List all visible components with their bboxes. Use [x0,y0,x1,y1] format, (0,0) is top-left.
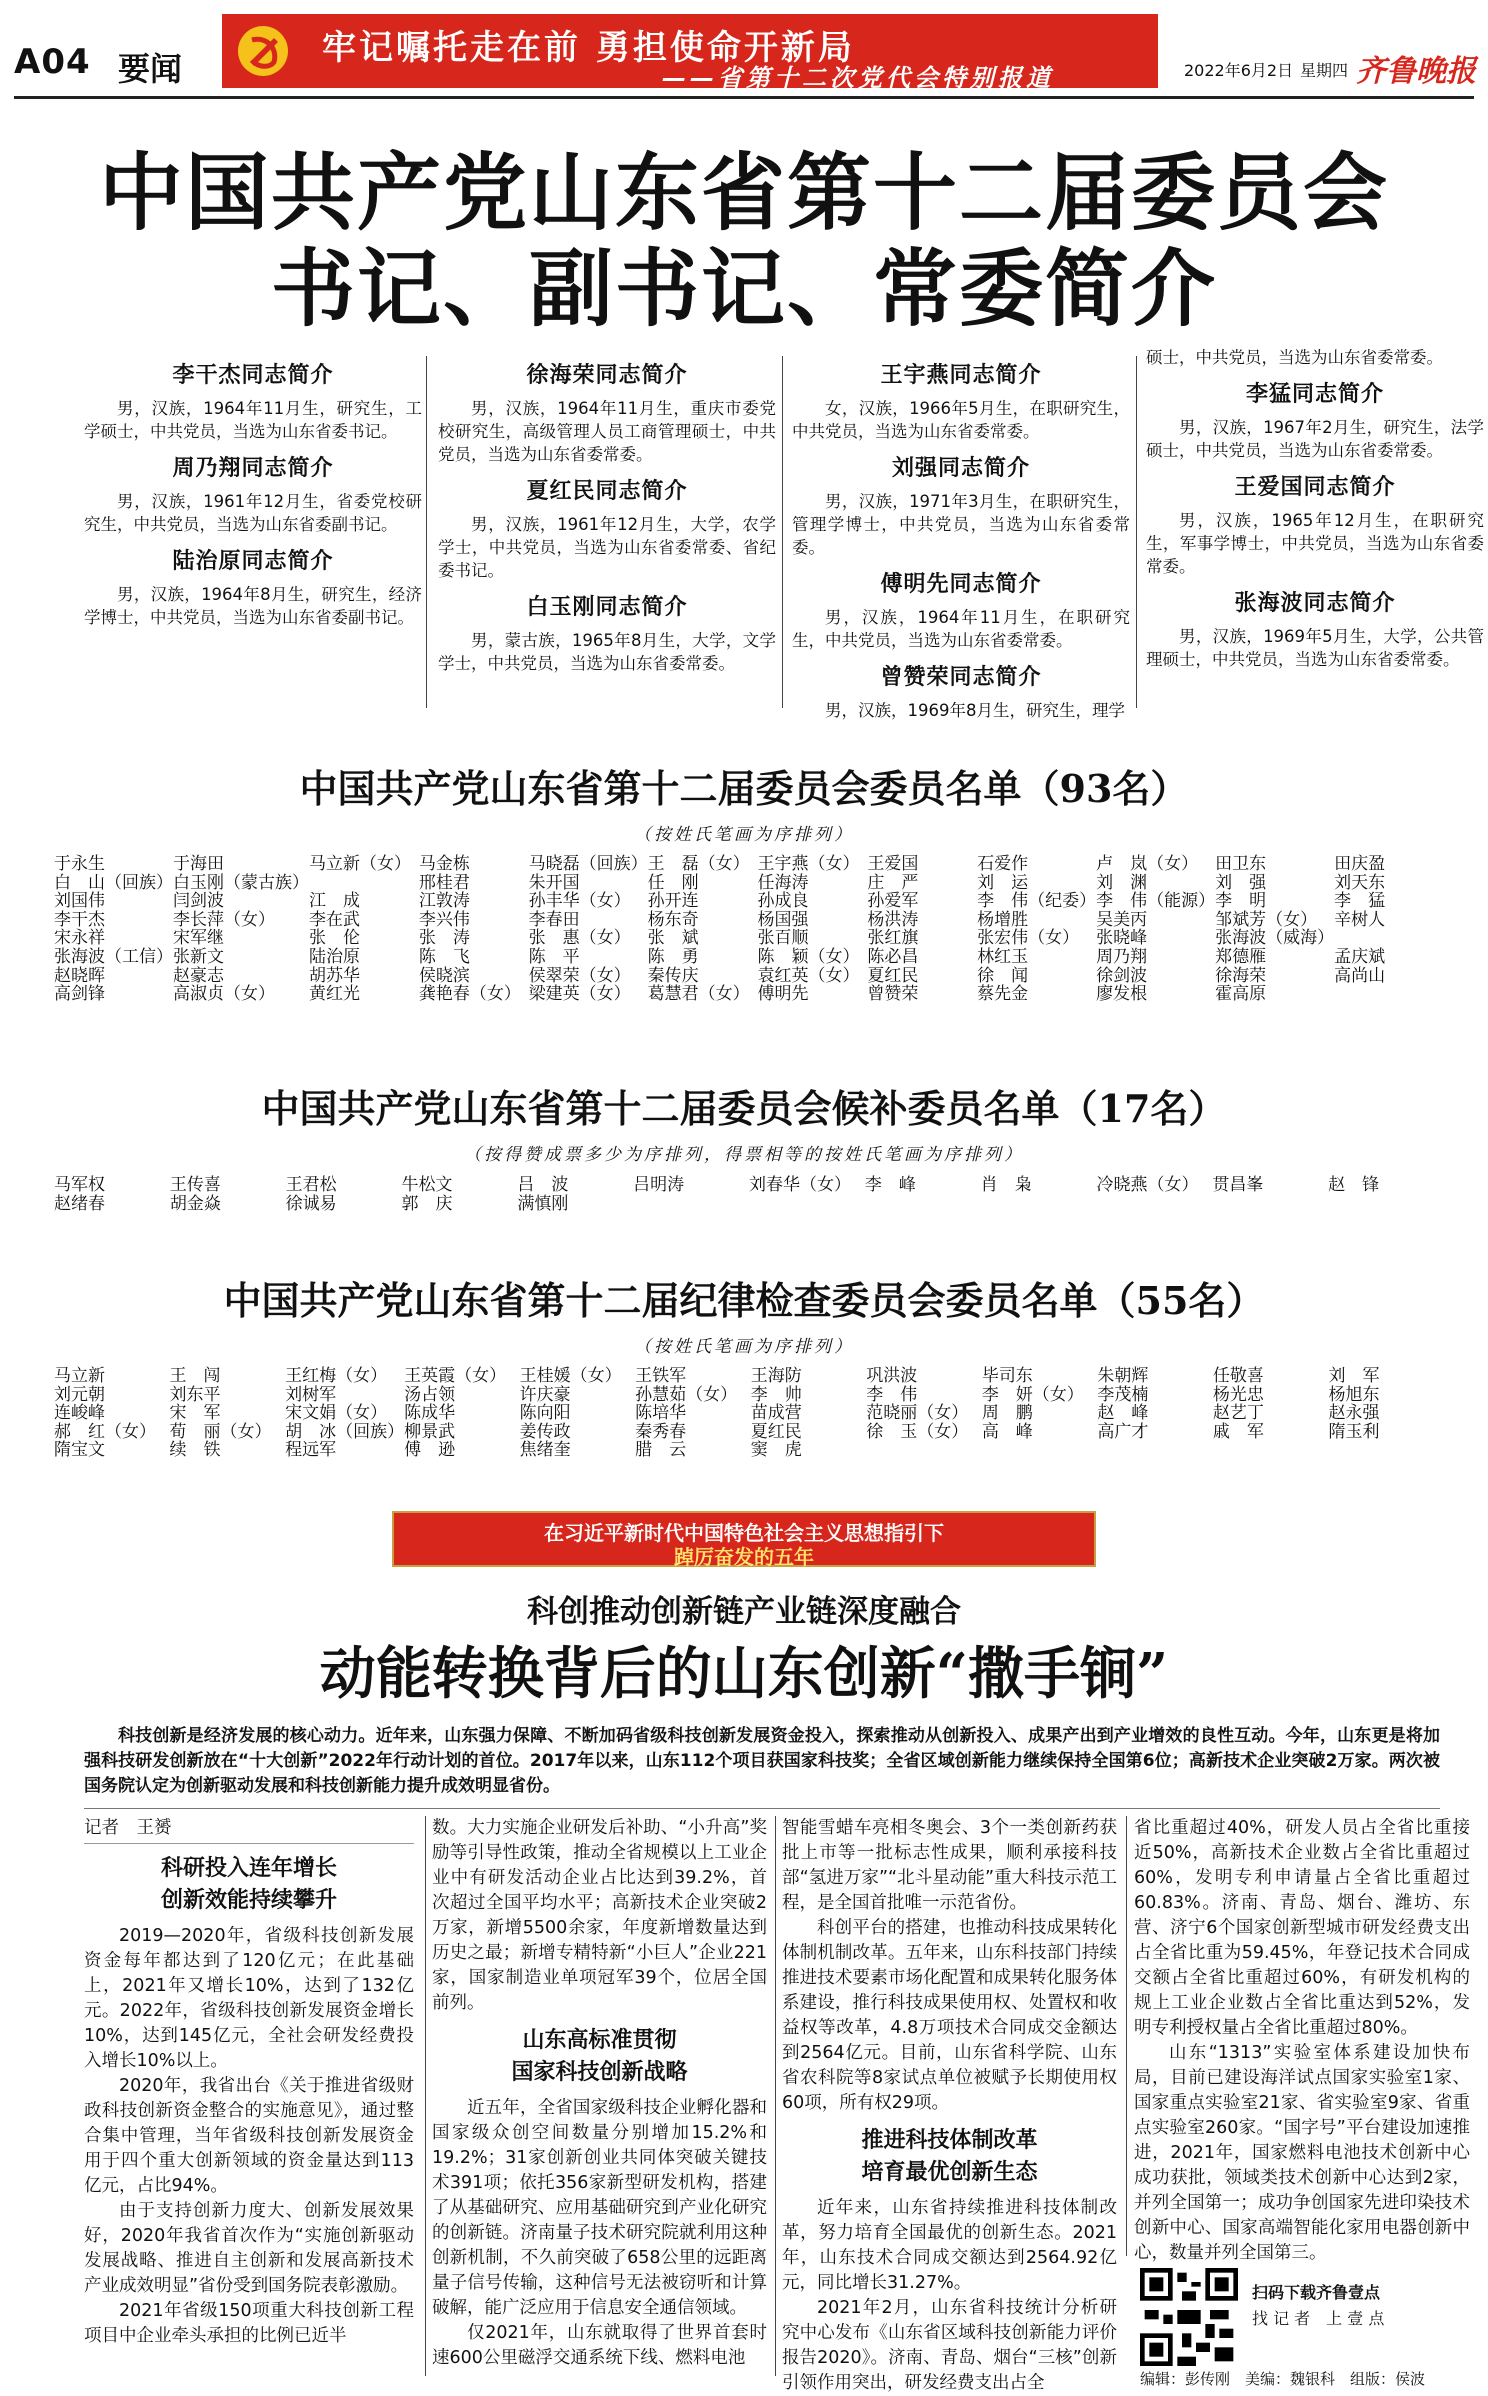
paragraph: 2019—2020年，省级科技创新发展资金每年都达到了120亿元；在此基础上，2021年又增长10%，达到了132亿元。2022年，省级科技创新发展资金增长10%，达到145亿元，全社会研发经费投入增长10%以上。 [84,1926,414,2071]
member-name: 刘 军 [1328,1366,1380,1386]
headline-line2: 书记、副书记、常委简介 [270,239,1217,338]
member-name: 李 明 [1215,891,1267,912]
member-name: 杨旭东 [1328,1384,1380,1405]
article-column-2 [432,1816,767,2371]
member-name: 连峻峰 [54,1403,105,1424]
member-name: 许庆豪 [519,1384,571,1405]
member-name [309,874,419,893]
paragraph: 山东“1313”实验室体系建设加快布局，目前已建设海洋试点国家实验室1家、国家重点实验室21家、省实验室9家、省重点实验室260家。“国字号”平台建设加速推进，2021年，国家燃料电池技术创新中心成功获批，领域类技术创新中心达到2家，并列全国第一；成功争创国家先进印染技术创新中心、国家高端智能化家用电器创新中心，数量并列全国第三。 [1134,2043,1470,2263]
bio-text: 硕士，中共党员，当选为山东省委常委。 [1146,348,1443,367]
member-name: 柳景武 [404,1421,456,1442]
member-name: 赵豪志 [173,965,224,986]
member-name: 刘东平 [169,1384,221,1405]
alternates-note: （按得赞成票多少为序排列，得票相等的按姓氏笔画为序排列） [464,1145,1024,1165]
member-name: 王 闯 [169,1366,221,1386]
paragraph: 近年来，山东省持续推进科技体制改革，努力培育全国最优的创新生态。2021年，山东技术合同成交额达到2564.92亿元，同比增长31.27%。 [782,2198,1117,2293]
paragraph: 智能雪蜡车亮相冬奥会、3个一类创新药获批上市等一批标志性成果，顺利承接科技部“氢进万家”“北斗星动能”重大科技示范工程，是全国首批唯一示范省份。 [782,1818,1117,1913]
member-name: 胡 冰（回族） [285,1421,405,1442]
member-name: 任海涛 [757,872,809,893]
member-name: 秦传庆 [647,965,699,986]
member-name: 巩洪波 [866,1366,918,1386]
paper-logo: 齐鲁晚报 [1356,54,1476,89]
member-name: 周 鹏 [981,1403,1033,1424]
issue-date: 2022年6月2日 [1184,61,1294,80]
column-divider [425,1816,426,2376]
member-name: 吕 波 [517,1175,569,1195]
column-divider [775,1816,776,2376]
member-name: 杨东奇 [647,909,699,930]
member-name: 张 惠（女） [528,928,631,949]
member-name: 侯晓滨 [418,965,470,986]
member-name: 陆治原 [309,946,360,967]
member-name: 陈 颖（女） [757,946,860,967]
member-name: 贯昌峯 [1212,1175,1264,1195]
paragraph: 近五年，全省国家级科技企业孵化器和国家级众创空间数量分别增加15.2%和19.2%；31家创新创业共同体突破关键技术391项；依托356家新型研发机构，搭建了从基础研究、应用基础研究到产业化研究的创新链。济南量子技术研究院就利用这种创新机制，不久前突破了658公里的远距离量子信号传输，这种信号无法被窃听和计算破解，能广泛应用于信息安全通信领域。 [432,2098,767,2318]
member-name: 吕明涛 [633,1175,685,1195]
member-name: 李 伟（能源） [1096,891,1216,912]
qr-code-icon[interactable] [1140,2268,1238,2366]
member-name: 黄红光 [309,984,360,1005]
bio-text: 男，汉族，1964年8月生，研究生，经济学博士，中共党员，当选为山东省委副书记。 [84,585,422,627]
paragraph: 由于支持创新力度大、创新发展效果好，2020年我省首次作为“实施创新驱动发展战略、推进自主创新和发展高新技术产业成效明显”省份受到国务院表彰激励。 [84,2201,414,2296]
article-headline: 动能转换背后的山东创新“撒手锏” [319,1641,1169,1707]
member-name: 辛树人 [1334,909,1386,930]
member-name: 袁红英（女） [757,965,860,986]
member-name: 王铁军 [635,1366,687,1386]
section-heading: 科研投入连年增长 创新效能持续攀升 [160,1855,337,1913]
member-name [1097,1195,1213,1214]
member-name [1212,1195,1328,1214]
bio-heading: 王宇燕同志简介 [880,362,1042,388]
bio-heading: 李干杰同志简介 [172,362,334,388]
page-number: A04 [14,42,91,82]
member-name: 汤占领 [404,1384,456,1405]
bio-text: 男，汉族，1964年11月生，研究生，工学硕士，中共党员，当选为山东省委书记。 [84,399,422,441]
column-divider [782,356,783,708]
member-name: 陈成华 [404,1403,456,1424]
member-name: 江敦涛 [418,891,470,912]
member-name: 赵绪春 [54,1193,105,1214]
member-name [865,1195,981,1214]
member-name: 满慎刚 [517,1193,569,1214]
member-name: 隋玉利 [1328,1421,1380,1442]
member-name: 石爱作 [977,854,1029,874]
bio-text: 男，蒙古族，1965年8月生，大学，文学学士，中共党员，当选为山东省委常委。 [438,631,776,673]
member-name: 刘 运 [977,872,1029,893]
member-name: 傅明先 [757,984,809,1005]
article-lead: 科技创新是经济发展的核心动力。近年来，山东强力保障、不断加码省级科技创新发展资金投入，探索推动从创新投入、成果产出到产业增效的良性互动。今年，山东更是将加强科技研发创新放在“十大创新”2022年行动计划的首位。2017年以来，山东112个项目获国家科技奖；全省区域创新能力继续保持全国第6位；高新技术企业突破2万家。两次被国务院认定为创新驱动发展和科技创新能力提升成效明显省份。 [84,1726,1440,1796]
member-name: 李 峰 [864,1175,916,1195]
member-name: 苗成营 [750,1403,802,1424]
article-subhead: 科创推动创新链产业链深度融合 [527,1594,961,1630]
member-name: 王君松 [285,1175,337,1195]
member-name: 徐诚易 [285,1193,337,1214]
member-name: 刘元朝 [54,1384,105,1405]
member-name: 江 成 [309,891,360,912]
paragraph: 2021年省级150项重大科技创新工程项目中企业牵头承担的比例已近半 [84,2301,414,2346]
member-name: 朱朝辉 [1097,1366,1149,1386]
header-rule [14,96,1474,99]
member-name: 白 山（回族） [54,872,173,893]
member-name: 高 峰 [981,1421,1033,1442]
member-name: 宋文娟（女） [285,1403,388,1424]
member-name: 孙爱军 [867,891,919,912]
member-name: 孙慧茹（女） [635,1384,738,1405]
paragraph: 2021年2月，山东省科技统计分析研究中心发布《山东省区域科技创新能力评价报告2020》。济南、青岛、烟台“三核”创新引领作用突出，研发经费支出占全 [782,2298,1117,2393]
member-name: 宋永祥 [54,928,105,949]
member-name: 马金栋 [418,854,470,874]
member-name: 王 磊（女） [647,854,750,874]
bio-heading: 夏红民同志简介 [526,478,688,504]
paragraph: 数。大力实施企业研发后补助、“小升高”奖励等引导性政策，推动全省规模以上工业企业中有研发活动企业占比达到39.2%，首次超过全国平均水平；高新技术企业突破2万家，新增5500余家，年度新增数量达到历史之最；新增专精特新“小巨人”企业221家，国家制造业单项冠军39个，位居全国前列。 [432,1818,767,2013]
bio-column-2 [438,350,776,681]
member-name: 牛松文 [401,1175,453,1195]
member-name: 徐 闻 [977,965,1029,986]
member-name: 张海波（工信） [54,946,173,967]
member-name: 马军权 [54,1175,105,1195]
member-name: 冷晓燕（女） [1096,1175,1199,1195]
member-name: 廖发根 [1096,984,1148,1005]
discipline-name-grid [54,1367,1444,1460]
member-name: 王英霞（女） [404,1366,507,1386]
member-name: 郭 庆 [401,1193,453,1214]
bio-heading: 曾赞荣同志简介 [880,664,1042,690]
section-name: 要闻 [118,50,183,88]
member-name: 马立新（女） [309,854,411,874]
bio-text: 男，汉族，1969年5月生，大学，公共管理硕士，中共党员，当选为山东省委常委。 [1146,627,1484,669]
member-name [1334,985,1444,1004]
member-name: 徐 玉（女） [866,1421,969,1442]
member-name: 任敬喜 [1212,1366,1264,1386]
member-name: 宋 军 [169,1403,221,1424]
bio-heading: 张海波同志简介 [1234,590,1396,616]
bio-heading: 王爱国同志简介 [1234,474,1396,500]
member-name: 王爱国 [867,854,919,874]
page-header [0,0,1488,96]
bio-column-4 [1146,346,1484,677]
member-name: 夏红民 [867,965,919,986]
column-divider [1126,1816,1127,2256]
member-name: 李 伟 [866,1384,918,1405]
member-name: 陈 勇 [647,946,699,967]
member-name: 徐海荣 [1215,965,1267,986]
member-name [1097,1441,1213,1460]
article-column-3 [782,1816,1117,2396]
member-name: 李 妍（女） [981,1384,1084,1405]
member-name: 白玉刚（蒙古族） [173,872,309,893]
bio-heading: 周乃翔同志简介 [172,455,334,481]
member-name: 刘 强 [1215,872,1267,893]
member-name [1213,1441,1329,1460]
member-name: 葛慧君（女） [647,984,750,1005]
column-divider [426,356,427,708]
member-name: 刘国伟 [54,891,105,912]
bio-column-3 [792,350,1130,728]
article-column-1 [84,1816,414,2349]
member-name: 孙开连 [647,891,699,912]
bio-heading: 刘强同志简介 [891,455,1030,481]
member-name: 邢桂君 [418,872,470,893]
member-name: 秦秀春 [635,1421,687,1442]
member-name: 窦 虎 [750,1440,802,1461]
member-name: 张宏伟（女） [977,928,1080,949]
member-name: 庄 严 [867,872,919,893]
member-name: 高剑锋 [54,984,105,1005]
member-name: 曾赞荣 [867,984,919,1005]
member-name: 李在武 [309,909,360,930]
member-name: 王桂媛（女） [519,1366,622,1386]
member-name: 杨增胜 [977,909,1029,930]
special-report-banner [222,14,1158,92]
member-name: 马晓磊（回族） [528,854,648,874]
member-name: 郑德雁 [1215,946,1267,967]
member-name: 于海田 [173,854,224,874]
member-name: 杨国强 [757,909,809,930]
member-name: 高淑贞（女） [173,984,275,1005]
member-name: 龚艳春（女） [418,984,521,1005]
member-name: 杨光忠 [1212,1384,1264,1405]
issue-weekday: 星期四 [1300,61,1349,80]
member-name: 戚 军 [1212,1421,1264,1442]
member-name [749,1195,865,1214]
member-name: 赵永强 [1328,1403,1380,1424]
member-name: 张 伦 [309,928,360,949]
member-name: 刘 渊 [1096,872,1148,893]
banner-subtitle: ——省第十二次党代会特别报道 [662,64,1054,92]
member-name: 赵 峰 [1097,1403,1149,1424]
member-name: 刘树军 [285,1384,337,1405]
member-name: 张 涛 [418,928,470,949]
member-name: 毕司东 [981,1366,1033,1386]
feature-banner [392,1511,1096,1567]
member-name: 陈 飞 [418,946,470,967]
article-column-4 [1134,1816,1470,2266]
member-name: 高广才 [1097,1421,1149,1442]
member-name: 张海波（威海） [1215,928,1335,949]
member-name: 宋军继 [173,928,224,949]
alternates-title: 中国共产党山东省第十二届委员会候补委员名单（17名） [261,1086,1227,1131]
member-name: 林红玉 [977,946,1029,967]
member-name: 卢 岚（女） [1096,854,1199,874]
feature-banner-line2: 踔厉奋发的五年 [674,1545,814,1569]
member-name: 焦绪奎 [519,1440,571,1461]
member-name: 孙成良 [757,891,809,912]
bio-column-1 [84,350,422,635]
member-name: 李长萍（女） [173,909,275,930]
bio-heading: 陆治原同志简介 [172,548,334,574]
discipline-note: （按姓氏笔画为序排列） [634,1337,854,1357]
member-name: 张晓峰 [1096,928,1148,949]
feature-banner-line1: 在习近平新时代中国特色社会主义思想指引下 [544,1521,944,1545]
alternates-name-grid [54,1176,1444,1213]
member-name: 王红梅（女） [285,1366,388,1386]
member-name: 田卫东 [1215,854,1267,874]
member-name: 李茂楠 [1097,1384,1149,1405]
member-name: 张 斌 [647,928,699,949]
qr-caption-line2: 找 记 者 上 壹 点 [1252,2309,1385,2328]
member-name: 周乃翔 [1096,946,1148,967]
committee-note: （按姓氏笔画为序排列） [634,825,854,845]
editor-credits: 编辑：彭传刚 美编：魏银科 组版：侯波 [1140,2370,1426,2388]
member-name: 闫剑波 [173,891,224,912]
paragraph: 省比重超过40%，研发人员占全省比重接近50%，高新技术企业数占全省比重超过60%，发明专利申请量占全省比重超过60.83%。济南、青岛、烟台、潍坊、东营、济宁6个国家创新型城市研发经费支出占全省比重为59.45%，年登记技术合同成交额占全省比重超过60%，有研发机构的规上工业企业数占全省比重达到52%，发明专利授权量占全省比重超过80%。 [1134,1818,1470,2038]
member-name: 高尚山 [1334,965,1386,986]
member-name: 朱开国 [528,872,580,893]
member-name: 田庆盈 [1334,854,1386,874]
member-name: 赵晓晖 [54,965,105,986]
paragraph: 仅2021年，山东就取得了世界首套时速600公里磁浮交通系统下线、燃料电池 [432,2323,767,2368]
member-name: 续 铁 [169,1440,221,1461]
member-name: 侯翠荣（女） [528,965,631,986]
party-emblem-icon [236,24,290,78]
bio-text: 男，汉族，1964年11月生，在职研究生，中共党员，当选为山东省委常委。 [792,608,1130,650]
member-name [1328,1195,1444,1214]
member-name: 张红旗 [867,928,919,949]
member-name: 邹斌芳（女） [1215,909,1318,930]
member-name [1334,929,1444,948]
headline-line1: 中国共产党山东省第十二届委员会 [98,143,1389,242]
member-name: 赵艺丁 [1212,1403,1264,1424]
banner-title: 牢记嘱托走在前 勇担使命开新局 [322,28,855,68]
bio-text: 女，汉族，1966年5月生，在职研究生，中共党员，当选为山东省委常委。 [792,399,1130,441]
member-name: 马立新 [54,1366,105,1386]
bio-text: 男，汉族，1969年8月生，研究生，理学 [825,701,1125,720]
member-name [866,1441,982,1460]
member-name: 陈培华 [635,1403,687,1424]
member-name: 赵 锋 [1328,1175,1380,1195]
qr-caption-line1: 扫码下载齐鲁壹点 [1252,2283,1381,2302]
member-name: 杨洪涛 [867,909,919,930]
member-name: 霍高原 [1215,984,1267,1005]
byline: 记者 王赟 [84,1816,414,1844]
member-name: 程远军 [285,1440,337,1461]
bio-heading: 徐海荣同志简介 [526,362,688,388]
member-name: 陈 平 [528,946,580,967]
member-name: 孟庆斌 [1334,946,1386,967]
member-name: 刘天东 [1334,872,1386,893]
member-name: 李 帅 [750,1384,802,1405]
bio-text: 男，汉族，1971年3月生，在职研究生，管理学博士，中共党员，当选为山东省委常委。 [792,492,1130,557]
member-name: 腊 云 [635,1440,687,1461]
member-name [633,1195,749,1214]
member-name: 刘春华（女） [749,1175,851,1195]
column-divider [1136,356,1137,708]
paragraph: 2020年，我省出台《关于推进省级财政科技创新资金整合的实施意见》，通过整合集中管理，当年省级科技创新发展资金用于四个重大创新领域的资金量达到113亿元，占比94%。 [84,2076,414,2196]
committee-name-grid [54,855,1444,1004]
member-name: 郝 红（女） [54,1421,156,1442]
section-heading: 山东高标准贯彻 国家科技创新战略 [511,2027,688,2085]
member-name: 范晓丽（女） [866,1403,969,1424]
committee-title: 中国共产党山东省第十二届委员会委员名单（93名） [299,766,1189,811]
section-heading: 推进科技体制改革 培育最优创新生态 [861,2127,1038,2185]
bio-heading: 白玉刚同志简介 [526,594,688,620]
member-name: 于永生 [54,854,105,874]
member-name: 李干杰 [54,909,105,930]
member-name: 李 伟（纪委） [977,891,1097,912]
lead-rule [84,1808,1440,1809]
member-name: 胡苏华 [309,965,360,986]
member-name: 王传喜 [169,1175,221,1195]
bio-text: 男，汉族，1964年11月生，重庆市委党校研究生，高级管理人员工商管理硕士，中共党员，当选为山东省委常委。 [438,399,776,464]
member-name: 吴美丙 [1096,909,1148,930]
member-name: 张百顺 [757,928,809,949]
member-name: 梁建英（女） [528,984,631,1005]
member-name: 姜传政 [519,1421,571,1442]
member-name: 陈必昌 [867,946,919,967]
bio-text: 男，汉族，1961年12月生，大学，农学学士，中共党员，当选为山东省委常委、省纪委书记。 [438,515,776,580]
member-name: 陈向阳 [519,1403,571,1424]
member-name: 孙丰华（女） [528,891,631,912]
member-name: 夏红民 [750,1421,802,1442]
bio-text: 男，汉族，1965年12月生，在职研究生，军事学博士，中共党员，当选为山东省委常委。 [1146,511,1484,576]
member-name: 王宇燕（女） [757,854,860,874]
bio-heading: 傅明先同志简介 [880,571,1042,597]
member-name [982,1441,1098,1460]
bio-text: 男，汉族，1967年2月生，研究生，法学硕士，中共党员，当选为山东省委常委。 [1146,418,1484,460]
member-name: 荀 丽（女） [169,1421,272,1442]
member-name: 李 猛 [1334,891,1386,912]
member-name: 肖 枭 [980,1175,1032,1195]
member-name [1328,1441,1444,1460]
member-name: 任 刚 [647,872,699,893]
member-name: 胡金焱 [169,1193,221,1214]
member-name [981,1195,1097,1214]
bio-heading: 李猛同志简介 [1245,381,1384,407]
member-name: 张新文 [173,946,224,967]
qr-caption [1252,2280,1472,2332]
member-name: 李春田 [528,909,580,930]
member-name: 蔡先金 [977,984,1029,1005]
bio-text: 男，汉族，1961年12月生，省委党校研究生，中共党员，当选为山东省委副书记。 [84,492,422,534]
member-name: 隋宝文 [54,1440,105,1461]
member-name: 徐剑波 [1096,965,1148,986]
member-name: 傅 逊 [404,1440,456,1461]
paragraph: 科创平台的搭建，也推动科技成果转化体制机制改革。五年来，山东科技部门持续推进技术要素市场化配置和成果转化服务体系建设，推行科技成果使用权、处置权和收益权等改革，4.8万项技术合同成交金额达到2564亿元。目前，山东省科学院、山东省农科院等8家试点单位被赋予长期使用权60项，所有权29项。 [782,1918,1117,2113]
member-name: 李兴伟 [418,909,470,930]
discipline-title: 中国共产党山东省第十二届纪律检查委员会委员名单（55名） [223,1278,1265,1323]
member-name: 王海防 [750,1366,802,1386]
